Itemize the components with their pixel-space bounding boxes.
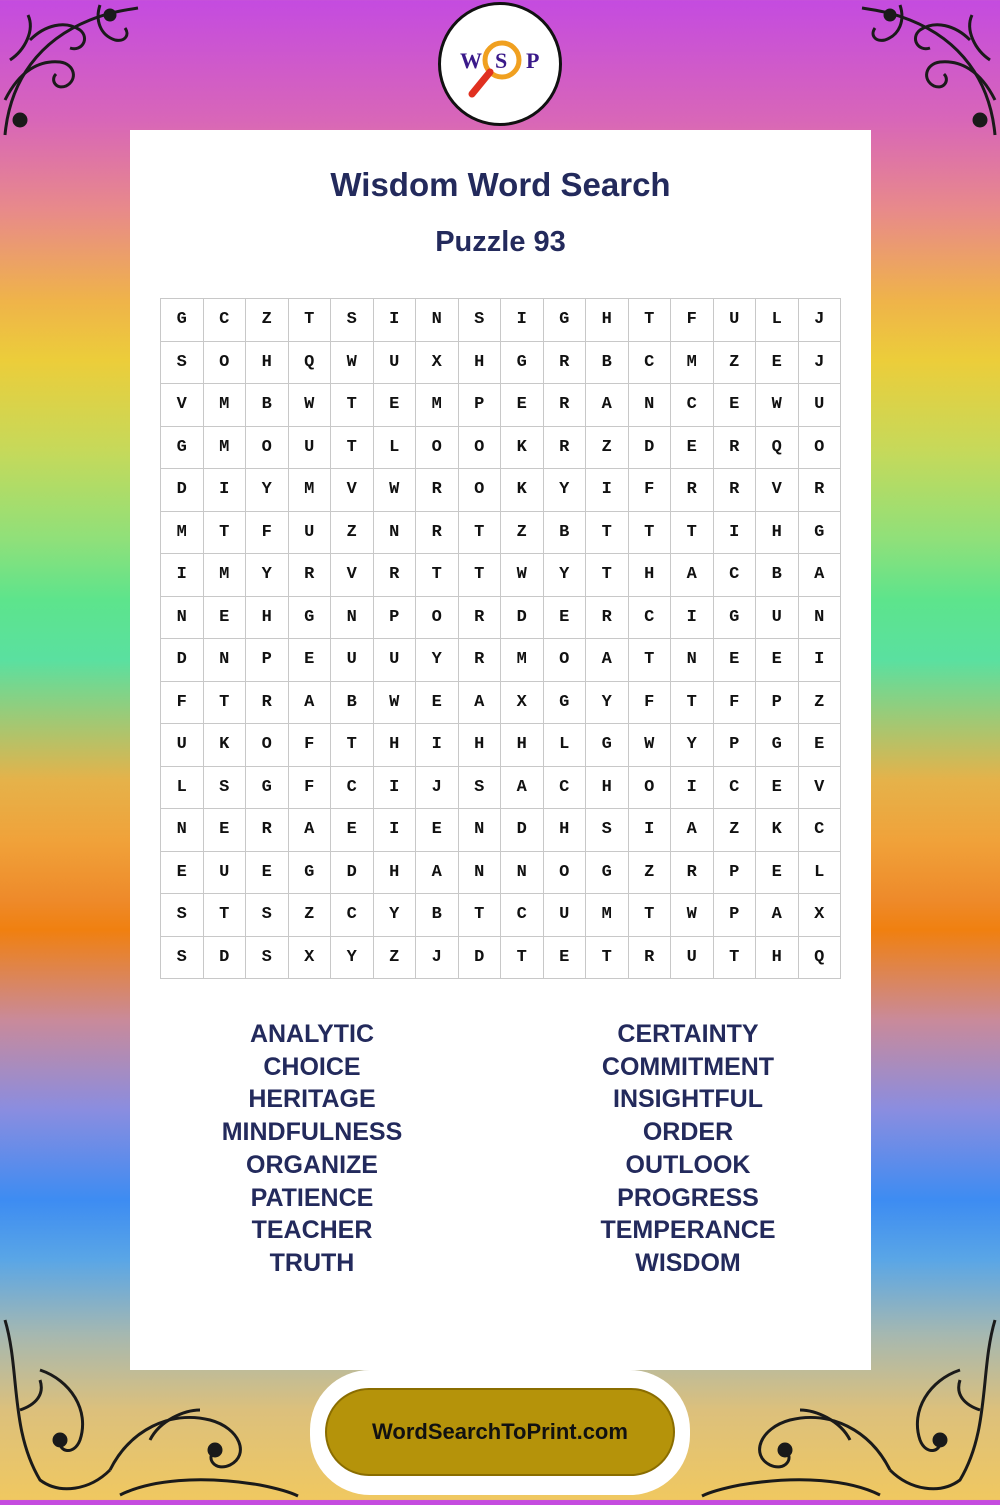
grid-cell[interactable]: O [799,427,842,470]
grid-cell[interactable]: O [246,427,289,470]
word-item: TEACHER [251,1216,373,1245]
grid-cell[interactable]: T [629,299,672,342]
word-item: TEMPERANCE [600,1216,776,1245]
grid-cell[interactable]: D [161,639,204,682]
grid-cell[interactable]: Z [799,682,842,725]
grid-cell[interactable]: V [756,469,799,512]
grid-cell[interactable]: Y [586,682,629,725]
grid-cell[interactable]: M [204,384,247,427]
grid-cell[interactable]: X [416,342,459,385]
magnifier-icon [450,14,550,114]
word-item: WISDOM [635,1248,741,1277]
grid-cell[interactable]: M [586,894,629,937]
grid-cell[interactable]: N [799,597,842,640]
grid-cell[interactable]: T [586,554,629,597]
grid-cell[interactable]: F [714,682,757,725]
grid-cell[interactable]: K [501,427,544,470]
grid-cell[interactable]: O [544,852,587,895]
grid-cell[interactable]: T [629,512,672,555]
grid-cell[interactable]: E [374,384,417,427]
grid-cell[interactable]: N [204,639,247,682]
grid-cell[interactable]: H [374,852,417,895]
grid-cell[interactable]: C [629,342,672,385]
grid-cell[interactable]: I [799,639,842,682]
grid-cell[interactable]: U [161,724,204,767]
grid-cell[interactable]: A [416,852,459,895]
grid-cell[interactable]: M [204,554,247,597]
grid-cell[interactable]: C [331,894,374,937]
grid-cell[interactable]: S [459,767,502,810]
grid-cell[interactable]: T [204,512,247,555]
grid-cell[interactable]: Z [246,299,289,342]
grid-cell[interactable]: A [799,554,842,597]
grid-cell[interactable]: I [374,809,417,852]
grid-cell[interactable]: S [246,894,289,937]
grid-cell[interactable]: A [756,894,799,937]
grid-cell[interactable]: T [204,682,247,725]
grid-cell[interactable]: I [629,809,672,852]
word-item: TRUTH [269,1248,355,1277]
grid-cell[interactable]: R [714,427,757,470]
grid-cell[interactable]: N [459,852,502,895]
grid-cell[interactable]: M [416,384,459,427]
grid-cell[interactable]: W [331,342,374,385]
grid-cell[interactable]: D [331,852,374,895]
grid-cell[interactable]: E [204,809,247,852]
grid-cell[interactable]: T [459,512,502,555]
grid-cell[interactable]: E [161,852,204,895]
grid-cell[interactable]: H [246,342,289,385]
word-item: HERITAGE [248,1085,376,1114]
grid-cell[interactable]: Q [756,427,799,470]
grid-cell[interactable]: G [544,299,587,342]
grid-cell[interactable]: A [586,639,629,682]
grid-cell[interactable]: P [714,852,757,895]
grid-cell[interactable]: P [714,724,757,767]
grid-cell[interactable]: E [501,384,544,427]
grid-cell[interactable]: E [331,809,374,852]
grid-cell[interactable]: X [799,894,842,937]
grid-cell[interactable]: O [246,724,289,767]
logo-letter-p: P [526,48,540,73]
grid-cell[interactable]: T [629,639,672,682]
grid-cell[interactable]: H [629,554,672,597]
grid-cell[interactable]: A [671,554,714,597]
grid-cell[interactable]: H [756,937,799,980]
grid-cell[interactable]: N [416,299,459,342]
word-item: OUTLOOK [625,1150,751,1179]
grid-cell[interactable]: C [501,894,544,937]
grid-cell[interactable]: G [586,724,629,767]
footer-site-button[interactable]: WordSearchToPrint.com [325,1388,675,1476]
grid-cell[interactable]: T [501,937,544,980]
grid-cell[interactable]: E [204,597,247,640]
grid-cell[interactable]: A [289,809,332,852]
grid-cell[interactable]: I [416,724,459,767]
word-list-left [162,1018,462,1280]
grid-cell[interactable]: R [459,639,502,682]
word-item: INSIGHTFUL [613,1085,763,1114]
grid-cell[interactable]: Y [671,724,714,767]
grid-cell[interactable]: V [331,554,374,597]
grid-cell[interactable]: J [416,767,459,810]
grid-cell[interactable]: E [756,342,799,385]
grid-cell[interactable]: S [331,299,374,342]
grid-cell[interactable]: R [246,809,289,852]
corner-ornament-top-right [860,0,1000,140]
grid-cell[interactable]: A [289,682,332,725]
grid-cell[interactable]: T [459,554,502,597]
grid-cell[interactable]: J [799,299,842,342]
grid-cell[interactable]: Z [629,852,672,895]
grid-cell[interactable]: O [459,427,502,470]
grid-cell[interactable]: R [671,852,714,895]
grid-cell[interactable]: Z [289,894,332,937]
grid-cell[interactable]: X [289,937,332,980]
grid-cell[interactable]: U [799,384,842,427]
grid-cell[interactable]: W [501,554,544,597]
grid-cell[interactable]: B [331,682,374,725]
grid-cell[interactable]: Z [374,937,417,980]
grid-cell[interactable]: H [756,512,799,555]
grid-cell[interactable]: N [161,597,204,640]
grid-cell[interactable]: T [586,512,629,555]
grid-cell[interactable]: W [629,724,672,767]
grid-cell[interactable]: C [544,767,587,810]
grid-cell[interactable]: E [289,639,332,682]
grid-cell[interactable]: I [714,512,757,555]
grid-cell[interactable]: K [204,724,247,767]
grid-cell[interactable]: Y [544,469,587,512]
grid-cell[interactable]: N [331,597,374,640]
grid-cell[interactable]: H [586,767,629,810]
grid-cell[interactable]: U [204,852,247,895]
grid-cell[interactable]: C [204,299,247,342]
grid-cell[interactable]: E [671,427,714,470]
grid-cell[interactable]: Y [246,469,289,512]
grid-cell[interactable]: A [671,809,714,852]
grid-cell[interactable]: Q [289,342,332,385]
grid-cell[interactable]: Z [714,342,757,385]
word-item: ANALYTIC [249,1020,375,1048]
grid-cell[interactable]: N [161,809,204,852]
grid-cell[interactable]: U [374,342,417,385]
grid-cell[interactable]: U [374,639,417,682]
grid-cell[interactable]: H [459,342,502,385]
grid-cell[interactable]: E [714,639,757,682]
word-item: MINDFULNESS [221,1118,403,1147]
grid-cell[interactable]: T [416,554,459,597]
grid-cell[interactable]: V [799,767,842,810]
grid-cell[interactable]: L [374,427,417,470]
word-item: ORGANIZE [246,1150,378,1179]
grid-cell[interactable]: H [501,724,544,767]
grid-cell[interactable]: S [459,299,502,342]
grid-cell[interactable]: O [544,639,587,682]
grid-cell[interactable]: B [246,384,289,427]
grid-cell[interactable]: V [331,469,374,512]
grid-cell[interactable]: B [544,512,587,555]
grid-cell[interactable]: S [161,342,204,385]
grid-cell[interactable]: N [501,852,544,895]
grid-cell[interactable]: F [246,512,289,555]
puzzle-card [130,130,871,1370]
wsp-logo[interactable] [438,2,562,126]
grid-cell[interactable]: G [586,852,629,895]
word-item: ORDER [642,1118,734,1147]
grid-cell[interactable]: Y [374,894,417,937]
grid-cell[interactable]: T [289,299,332,342]
grid-cell[interactable]: G [161,427,204,470]
grid-cell[interactable]: T [204,894,247,937]
word-item: PATIENCE [250,1183,374,1212]
grid-cell[interactable]: S [204,767,247,810]
grid-cell[interactable]: M [161,512,204,555]
grid-cell[interactable]: K [756,809,799,852]
grid-cell[interactable]: G [246,767,289,810]
grid-cell[interactable]: C [331,767,374,810]
grid-cell[interactable]: W [374,682,417,725]
grid-cell[interactable]: W [289,384,332,427]
grid-cell[interactable]: U [671,937,714,980]
grid-cell[interactable]: D [161,469,204,512]
grid-cell[interactable]: A [501,767,544,810]
grid-cell[interactable]: R [289,554,332,597]
grid-cell[interactable]: W [756,384,799,427]
grid-cell[interactable]: E [246,852,289,895]
grid-cell[interactable]: R [416,469,459,512]
grid-cell[interactable]: R [459,597,502,640]
grid-cell[interactable]: J [799,342,842,385]
grid-cell[interactable]: E [756,639,799,682]
grid-cell[interactable]: D [629,427,672,470]
grid-cell[interactable]: R [629,937,672,980]
grid-cell[interactable]: O [459,469,502,512]
grid-cell[interactable]: F [289,724,332,767]
grid-cell[interactable]: R [374,554,417,597]
word-item: COMMITMENT [601,1052,775,1081]
grid-cell[interactable]: M [204,427,247,470]
grid-cell[interactable]: B [416,894,459,937]
grid-cell[interactable]: D [204,937,247,980]
grid-cell[interactable]: B [756,554,799,597]
grid-cell[interactable]: T [331,724,374,767]
grid-cell[interactable]: G [289,597,332,640]
grid-cell[interactable]: T [331,384,374,427]
grid-cell[interactable]: N [459,809,502,852]
grid-cell[interactable]: W [671,894,714,937]
grid-cell[interactable]: L [161,767,204,810]
grid-cell[interactable]: Y [416,639,459,682]
grid-cell[interactable]: R [799,469,842,512]
grid-cell[interactable]: E [714,384,757,427]
grid-cell[interactable]: G [714,597,757,640]
grid-cell[interactable]: N [374,512,417,555]
grid-cell[interactable]: S [161,894,204,937]
word-item: CHOICE [263,1052,361,1081]
grid-cell[interactable]: G [544,682,587,725]
grid-cell[interactable]: C [799,809,842,852]
corner-ornament-top-left [0,0,140,140]
puzzle-number: Puzzle 93 [435,226,566,258]
grid-cell[interactable]: T [459,894,502,937]
grid-cell[interactable]: I [671,597,714,640]
grid-cell[interactable]: I [374,767,417,810]
grid-cell[interactable]: D [501,809,544,852]
grid-cell[interactable]: E [544,937,587,980]
grid-cell[interactable]: R [416,512,459,555]
grid-cell[interactable]: T [714,937,757,980]
grid-cell[interactable]: W [374,469,417,512]
grid-cell[interactable]: C [714,767,757,810]
grid-cell[interactable]: T [586,937,629,980]
word-item: PROGRESS [617,1183,759,1212]
grid-cell[interactable]: A [459,682,502,725]
grid-cell[interactable]: H [544,809,587,852]
grid-cell[interactable]: Q [799,937,842,980]
grid-cell[interactable]: R [544,342,587,385]
grid-cell[interactable]: C [671,384,714,427]
grid-cell[interactable]: S [586,809,629,852]
grid-cell[interactable]: O [629,767,672,810]
grid-cell[interactable]: X [501,682,544,725]
grid-cell[interactable]: U [544,894,587,937]
grid-cell[interactable]: U [289,427,332,470]
logo-letter-w: W [460,48,482,73]
grid-cell[interactable]: R [671,469,714,512]
grid-cell[interactable]: I [374,299,417,342]
grid-cell[interactable]: H [246,597,289,640]
grid-cell[interactable]: T [331,427,374,470]
grid-cell[interactable]: Z [714,809,757,852]
grid-cell[interactable]: U [714,299,757,342]
grid-cell[interactable]: L [544,724,587,767]
grid-cell[interactable]: F [289,767,332,810]
grid-cell[interactable]: G [501,342,544,385]
grid-cell[interactable]: G [161,299,204,342]
grid-cell[interactable]: Z [501,512,544,555]
grid-cell[interactable]: P [246,639,289,682]
grid-cell[interactable]: U [331,639,374,682]
grid-cell[interactable]: J [416,937,459,980]
grid-cell[interactable]: Z [331,512,374,555]
grid-cell[interactable]: E [756,852,799,895]
grid-cell[interactable]: M [671,342,714,385]
grid-cell[interactable]: Y [246,554,289,597]
grid-cell[interactable]: D [501,597,544,640]
grid-cell[interactable]: R [544,384,587,427]
grid-cell[interactable]: U [289,512,332,555]
grid-cell[interactable]: G [289,852,332,895]
grid-cell[interactable]: T [671,512,714,555]
grid-cell[interactable]: T [671,682,714,725]
grid-cell[interactable]: I [671,767,714,810]
grid-cell[interactable]: Y [331,937,374,980]
grid-cell[interactable]: P [756,682,799,725]
grid-cell[interactable]: I [204,469,247,512]
grid-cell[interactable]: I [161,554,204,597]
grid-cell[interactable]: B [586,342,629,385]
grid-cell[interactable]: H [374,724,417,767]
grid-cell[interactable]: R [714,469,757,512]
grid-cell[interactable]: L [756,299,799,342]
grid-cell[interactable]: R [544,427,587,470]
grid-cell[interactable]: H [459,724,502,767]
grid-cell[interactable]: E [416,809,459,852]
logo-letter-s: S [495,48,508,73]
grid-cell[interactable]: F [629,469,672,512]
grid-cell[interactable]: E [756,767,799,810]
grid-cell[interactable]: A [586,384,629,427]
grid-cell[interactable]: R [586,597,629,640]
grid-cell[interactable]: F [629,682,672,725]
word-item: CERTAINTY [617,1020,759,1048]
grid-cell[interactable]: D [459,937,502,980]
grid-cell[interactable]: P [374,597,417,640]
grid-cell[interactable]: U [756,597,799,640]
grid-cell[interactable]: O [416,597,459,640]
grid-cell[interactable]: S [161,937,204,980]
grid-cell[interactable]: H [586,299,629,342]
word-list-right [538,1018,838,1280]
grid-cell[interactable]: G [756,724,799,767]
grid-cell[interactable]: I [586,469,629,512]
grid-cell[interactable]: P [714,894,757,937]
grid-cell[interactable]: G [799,512,842,555]
grid-cell[interactable]: M [501,639,544,682]
grid-cell[interactable]: N [629,384,672,427]
grid-cell[interactable]: Y [544,554,587,597]
grid-cell[interactable]: O [416,427,459,470]
grid-cell[interactable]: R [246,682,289,725]
grid-cell[interactable]: C [714,554,757,597]
grid-cell[interactable]: V [161,384,204,427]
grid-cell[interactable]: O [204,342,247,385]
grid-cell[interactable]: K [501,469,544,512]
grid-cell[interactable]: L [799,852,842,895]
grid-cell[interactable]: S [246,937,289,980]
page-title: Wisdom Word Search [330,166,671,203]
grid-cell[interactable]: P [459,384,502,427]
letter-grid [160,298,841,979]
grid-cell[interactable]: E [416,682,459,725]
grid-cell[interactable]: M [289,469,332,512]
grid-cell[interactable]: E [799,724,842,767]
grid-cell[interactable]: C [629,597,672,640]
grid-cell[interactable]: N [671,639,714,682]
grid-cell[interactable]: F [671,299,714,342]
grid-cell[interactable]: T [629,894,672,937]
grid-cell[interactable]: Z [586,427,629,470]
grid-cell[interactable]: E [544,597,587,640]
grid-cell[interactable]: I [501,299,544,342]
grid-cell[interactable]: F [161,682,204,725]
